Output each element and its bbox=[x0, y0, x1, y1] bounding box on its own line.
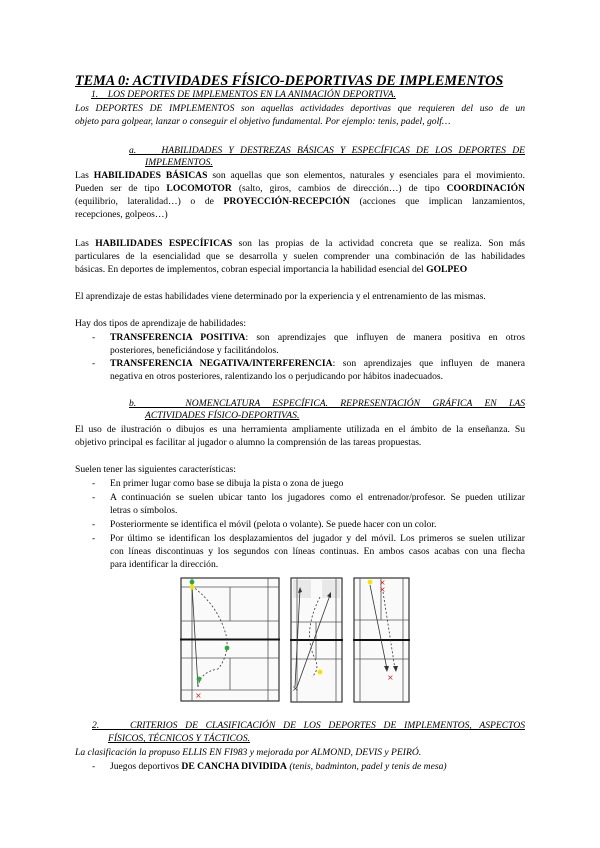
bullet-negative-line-1 bbox=[110, 358, 525, 370]
ball-dot bbox=[318, 670, 323, 675]
court-diagram-3 bbox=[353, 577, 410, 703]
term-specific-skills: HABILIDADES ESPECÍFICAS bbox=[95, 238, 233, 249]
feature-4-line-3: para identificar la dirección. bbox=[110, 559, 219, 570]
feature-4-line-2: con líneas discontinuas y los segundos con líneas continuas. En ambos casos acabas con una flecha bbox=[110, 546, 525, 557]
court-diagram-2 bbox=[290, 577, 343, 703]
features-intro: Suelen tener las siguientes características: bbox=[75, 464, 236, 475]
feature-4-line-1: Por último se identifican los desplazamientos del jugador y del móvil. Los primeros se suelen utilizar bbox=[110, 533, 525, 544]
classification-intro: La clasificación la propuso ELLIS EN FI983 y mejorada por ALMOND, DEVIS y PEIRÓ. bbox=[75, 747, 422, 758]
bullet-dash: - bbox=[92, 332, 96, 343]
text-run: Juegos deportivos bbox=[110, 761, 182, 772]
classification-bullet bbox=[110, 761, 447, 773]
player-dot bbox=[190, 580, 195, 585]
text-run: : son aprendizajes que influyen de manera positiva en otros bbox=[245, 332, 525, 343]
basic-skills-line-2 bbox=[75, 183, 525, 195]
player-mark: × bbox=[292, 684, 299, 693]
section-2-heading-1: 2. CRITERIOS DE CLASIFICACIÓN DE LOS DEPORTES DE IMPLEMENTOS, ASPECTOS bbox=[92, 720, 525, 731]
term-coordinacion: COORDINACIÓN bbox=[446, 183, 525, 194]
specific-skills-line-1 bbox=[75, 238, 525, 250]
term-proyeccion-recepcion: PROYECCIÓN-RECEPCIÓN bbox=[223, 196, 350, 207]
classification-dash: - bbox=[92, 761, 96, 772]
subsection-b-heading-2: ACTIVIDADES FÍSICO-DEPORTIVAS. bbox=[145, 410, 300, 421]
feature-2-line-2: letras o símbolos. bbox=[110, 505, 178, 516]
text-run: son las propias de la actividad concreta que se realiza. Son más bbox=[232, 238, 525, 249]
page-title: TEMA 0: ACTIVIDADES FÍSICO-DEPORTIVAS DE IMPLEMENTOS bbox=[75, 73, 504, 89]
feature-2-line-1: A continuación se suelen ubicar tanto los jugadores como el entrenador/profesor. Se pueden utilizar bbox=[110, 492, 525, 503]
player-mark: × bbox=[195, 691, 202, 700]
text-run: (tenis, badminton, padel y tenis de mesa) bbox=[286, 761, 447, 772]
text-run: Las bbox=[75, 170, 94, 181]
bullet-positive-line-2: posteriores, beneficiándose y facilitándolos. bbox=[110, 345, 279, 356]
player-mark: × bbox=[379, 578, 386, 587]
player-dot bbox=[197, 677, 202, 682]
text-run: Pueden ser de tipo bbox=[75, 183, 167, 194]
player-dot bbox=[225, 646, 230, 651]
feature-dash: - bbox=[92, 478, 96, 489]
subsection-a-heading-2: IMPLEMENTOS. bbox=[145, 157, 213, 168]
text-run: (acciones que implican lanzamientos, bbox=[349, 196, 525, 207]
feature-3-line-1: Posteriormente se identifica el móvil (pelota o volante). Se puede hacer con un color. bbox=[110, 519, 437, 530]
subsection-a-heading-1: a. HABILIDADES Y DESTREZAS BÁSICAS Y ESPECÍFICAS DE LOS DEPORTES DE bbox=[129, 145, 525, 156]
bullet-positive-line-1 bbox=[110, 332, 525, 344]
feature-dash: - bbox=[92, 492, 96, 503]
section-1-heading: 1. LOS DEPORTES DE IMPLEMENTOS EN LA ANIMACIÓN DEPORTIVA. bbox=[91, 89, 396, 100]
court-diagram-3-svg bbox=[353, 577, 410, 703]
learning-paragraph: El aprendizaje de estas habilidades viene determinado por la experiencia y el entrenamiento de las mismas. bbox=[75, 291, 486, 302]
court-diagram-1-svg bbox=[180, 577, 280, 702]
intro-line-2: objeto para golpear, lanzar o conseguir el objetivo fundamental. Por ejemplo: tenis, padel, golf… bbox=[75, 116, 451, 127]
section-2-heading-2: FÍSICOS, TÉCNICOS Y TÁCTICOS. bbox=[108, 733, 251, 744]
text-run: : son aprendizajes que influyen de manera bbox=[332, 358, 525, 369]
term-positive-transfer: TRANSFERENCIA POSITIVA bbox=[110, 332, 246, 343]
text-run: básicas. En deportes de implementos, cobran especial importancia la habilidad esencial del bbox=[75, 264, 427, 275]
term-basic-skills: HABILIDADES BÁSICAS bbox=[93, 170, 208, 181]
subsection-b-heading-1: b. NOMENCLATURA ESPECÍFICA. REPRESENTACIÓN GRÁFICA EN LAS bbox=[129, 398, 525, 409]
specific-skills-line-2: particulares de la esencialidad que se desarrolla y suelen comprender una combinación de las habilidades bbox=[75, 251, 525, 262]
ball-dot bbox=[368, 580, 373, 585]
learning-types-intro: Hay dos tipos de aprendizaje de habilidades: bbox=[75, 318, 247, 329]
bullet-negative-line-2: negativa en otros posteriores, ralentizando los o perjudicando por hábitos inadecuados. bbox=[110, 371, 444, 382]
feature-dash: - bbox=[92, 519, 96, 530]
intro-line-1: Los DEPORTES DE IMPLEMENTOS son aquellas actividades deportivas que requieren del uso de un bbox=[75, 103, 525, 114]
basic-skills-line-3 bbox=[75, 196, 525, 208]
basic-skills-line-4: recepciones, golpeos…) bbox=[75, 209, 168, 220]
illustration-line-2: objetivo principal es facilitar al jugador o alumno la comprensión de las tareas propuestas. bbox=[75, 437, 422, 448]
text-run: (equilibrio, lateralidad…) o de bbox=[75, 196, 224, 207]
feature-dash: - bbox=[92, 533, 96, 544]
illustration-line-1: El uso de ilustración o dibujos es una herramienta ampliamente utilizada en el ámbito de la enseñanza. Su bbox=[75, 424, 525, 435]
court-diagram-2-svg bbox=[290, 577, 343, 703]
term-locomotor: LOCOMOTOR bbox=[166, 183, 232, 194]
player-mark: × bbox=[387, 673, 394, 682]
player-mark: × bbox=[379, 585, 386, 594]
term-negative-transfer: TRANSFERENCIA NEGATIVA/INTERFERENCIA bbox=[110, 358, 333, 369]
text-run: son aquellas que son elementos, naturales y esenciales para el movimiento. bbox=[207, 170, 525, 181]
court-diagram-1 bbox=[180, 577, 280, 702]
term-cancha-dividida: DE CANCHA DIVIDIDA bbox=[181, 761, 287, 772]
ball-dot bbox=[190, 585, 195, 590]
term-golpeo: GOLPEO bbox=[426, 264, 468, 275]
feature-1-line-1: En primer lugar como base se dibuja la pista o zona de juego bbox=[110, 478, 344, 489]
specific-skills-line-3 bbox=[75, 264, 467, 276]
text-run: (salto, giros, cambios de dirección…) de tipo bbox=[231, 183, 447, 194]
bullet-dash: - bbox=[92, 358, 96, 369]
basic-skills-line-1 bbox=[75, 170, 525, 182]
text-run: Las bbox=[75, 238, 96, 249]
